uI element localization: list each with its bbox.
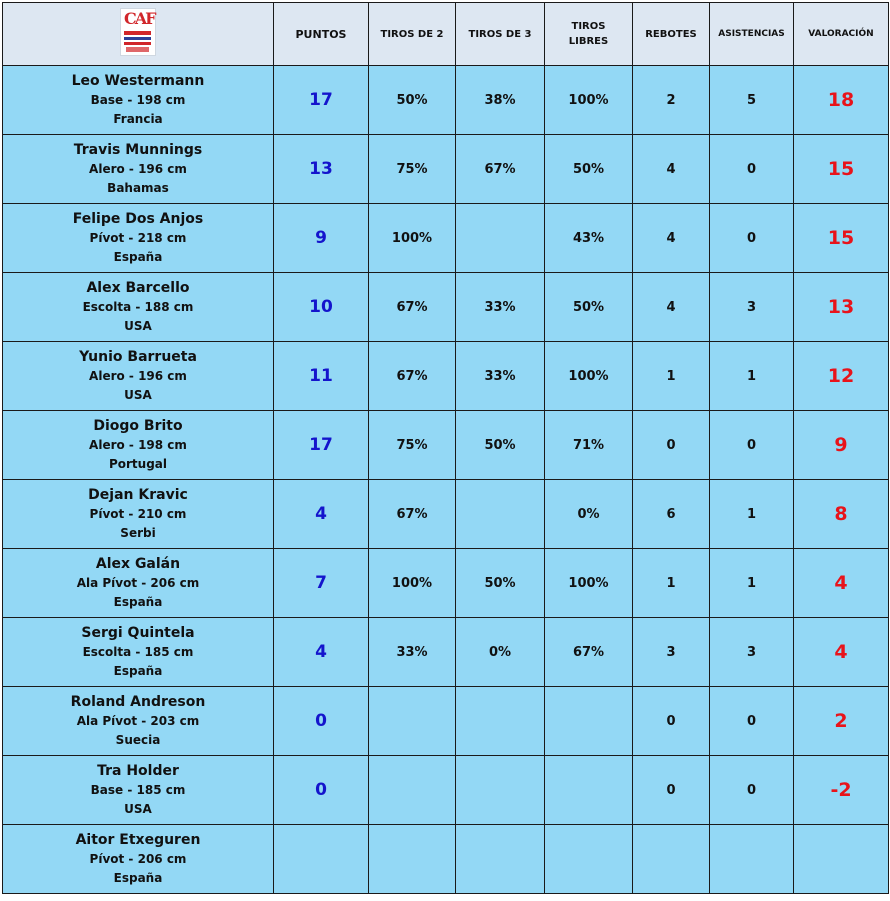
header-asistencias: ASISTENCIAS: [710, 3, 794, 66]
player-country: Serbi: [120, 526, 156, 540]
player-name: Travis Munnings: [73, 142, 203, 158]
points-cell: 17: [274, 66, 369, 135]
table-row: [3, 549, 889, 618]
player-position-height: Pívot - 206 cm: [89, 852, 187, 866]
player-cell: [3, 687, 274, 756]
player-cell: [3, 825, 274, 894]
player-position-height: Alero - 196 cm: [89, 369, 187, 383]
free-throw-pct-cell: 0%: [545, 480, 633, 549]
three-point-pct-cell: [456, 687, 545, 756]
rebounds-cell: 1: [633, 549, 710, 618]
rating-cell: 8: [794, 480, 889, 549]
rebounds-cell: 1: [633, 342, 710, 411]
player-cell: [3, 549, 274, 618]
two-point-pct-cell: 75%: [369, 411, 456, 480]
player-country: Portugal: [108, 457, 168, 471]
three-point-pct-cell: [456, 480, 545, 549]
points-cell: 7: [274, 549, 369, 618]
points-cell: [274, 825, 369, 894]
player-country: Francia: [113, 112, 163, 126]
table-row: [3, 687, 889, 756]
player-country: Bahamas: [107, 181, 169, 195]
rating-cell: 15: [794, 135, 889, 204]
player-position-height: Base - 198 cm: [90, 93, 186, 107]
player-cell: [3, 204, 274, 273]
player-position-height: Alero - 198 cm: [89, 438, 187, 452]
player-cell: [3, 411, 274, 480]
table-row: [3, 273, 889, 342]
assists-cell: 0: [710, 756, 794, 825]
free-throw-pct-cell: [545, 825, 633, 894]
player-country: Suecia: [115, 733, 161, 747]
assists-cell: 3: [710, 273, 794, 342]
assists-cell: 0: [710, 135, 794, 204]
player-cell: [3, 273, 274, 342]
three-point-pct-cell: 0%: [456, 618, 545, 687]
player-country: España: [113, 871, 163, 885]
points-cell: 11: [274, 342, 369, 411]
three-point-pct-cell: 50%: [456, 549, 545, 618]
rating-cell: 12: [794, 342, 889, 411]
player-cell: [3, 480, 274, 549]
player-name: Felipe Dos Anjos: [72, 211, 204, 227]
logo-cell: [3, 3, 274, 66]
player-country: USA: [124, 388, 152, 402]
three-point-pct-cell: 38%: [456, 66, 545, 135]
rebounds-cell: 2: [633, 66, 710, 135]
table-row: [3, 756, 889, 825]
three-point-pct-cell: 33%: [456, 342, 545, 411]
free-throw-pct-cell: 67%: [545, 618, 633, 687]
rating-cell: 13: [794, 273, 889, 342]
header-tiros-de-3: TIROS DE 3: [456, 3, 545, 66]
assists-cell: [710, 825, 794, 894]
player-country: España: [113, 250, 163, 264]
rating-cell: [794, 825, 889, 894]
header-valoracion: VALORACIÓN: [794, 3, 889, 66]
points-cell: 13: [274, 135, 369, 204]
header-tiros-libres-line2: LIBRES: [568, 36, 609, 47]
two-point-pct-cell: 67%: [369, 273, 456, 342]
two-point-pct-cell: [369, 687, 456, 756]
player-country: USA: [124, 319, 152, 333]
player-stats-table: [2, 2, 889, 894]
two-point-pct-cell: [369, 825, 456, 894]
rebounds-cell: 3: [633, 618, 710, 687]
table-row: [3, 66, 889, 135]
header-tiros-libres-line1: TIROS: [571, 21, 606, 32]
rating-cell: 4: [794, 618, 889, 687]
header-rebotes: REBOTES: [633, 3, 710, 66]
player-cell: [3, 342, 274, 411]
header-puntos: PUNTOS: [274, 3, 369, 66]
player-country: España: [113, 595, 163, 609]
player-position-height: Pívot - 218 cm: [89, 231, 187, 245]
two-point-pct-cell: 67%: [369, 480, 456, 549]
player-position-height: Ala Pívot - 203 cm: [76, 714, 200, 728]
player-position-height: Escolta - 185 cm: [82, 645, 194, 659]
points-cell: 4: [274, 618, 369, 687]
player-cell: [3, 756, 274, 825]
rebounds-cell: 0: [633, 411, 710, 480]
points-cell: 9: [274, 204, 369, 273]
rating-cell: 2: [794, 687, 889, 756]
two-point-pct-cell: 75%: [369, 135, 456, 204]
player-name: Diogo Brito: [93, 418, 183, 434]
three-point-pct-cell: [456, 756, 545, 825]
assists-cell: 1: [710, 342, 794, 411]
three-point-pct-cell: [456, 204, 545, 273]
assists-cell: 1: [710, 480, 794, 549]
header-tiros-de-2: TIROS DE 2: [369, 3, 456, 66]
two-point-pct-cell: [369, 756, 456, 825]
rating-cell: 9: [794, 411, 889, 480]
table-row: [3, 618, 889, 687]
player-position-height: Pívot - 210 cm: [89, 507, 187, 521]
points-cell: 0: [274, 756, 369, 825]
player-country: USA: [124, 802, 152, 816]
player-name: Yunio Barrueta: [79, 349, 197, 365]
two-point-pct-cell: 67%: [369, 342, 456, 411]
three-point-pct-cell: 33%: [456, 273, 545, 342]
player-name: Sergi Quintela: [81, 625, 195, 641]
rebounds-cell: 4: [633, 135, 710, 204]
free-throw-pct-cell: [545, 687, 633, 756]
player-position-height: Base - 185 cm: [90, 783, 186, 797]
rebounds-cell: 4: [633, 204, 710, 273]
table-row: [3, 135, 889, 204]
rating-cell: 18: [794, 66, 889, 135]
player-position-height: Escolta - 188 cm: [82, 300, 194, 314]
header-tiros-libres: [545, 3, 633, 66]
assists-cell: 0: [710, 411, 794, 480]
rebounds-cell: 6: [633, 480, 710, 549]
player-name: Roland Andreson: [70, 694, 206, 710]
assists-cell: 0: [710, 204, 794, 273]
three-point-pct-cell: 67%: [456, 135, 545, 204]
rebounds-cell: 4: [633, 273, 710, 342]
player-position-height: Ala Pívot - 206 cm: [76, 576, 200, 590]
rating-cell: 4: [794, 549, 889, 618]
player-name: Alex Barcello: [86, 280, 190, 296]
free-throw-pct-cell: 100%: [545, 549, 633, 618]
points-cell: 4: [274, 480, 369, 549]
rebounds-cell: 0: [633, 687, 710, 756]
table-row: [3, 204, 889, 273]
three-point-pct-cell: [456, 825, 545, 894]
player-country: España: [113, 664, 163, 678]
three-point-pct-cell: 50%: [456, 411, 545, 480]
free-throw-pct-cell: 50%: [545, 273, 633, 342]
table-row: [3, 342, 889, 411]
assists-cell: 0: [710, 687, 794, 756]
two-point-pct-cell: 33%: [369, 618, 456, 687]
player-name: Aitor Etxeguren: [75, 832, 201, 848]
player-name: Tra Holder: [97, 763, 179, 779]
free-throw-pct-cell: [545, 756, 633, 825]
rebounds-cell: 0: [633, 756, 710, 825]
player-name: Alex Galán: [95, 556, 181, 572]
table-row: [3, 411, 889, 480]
player-cell: [3, 66, 274, 135]
player-position-height: Alero - 196 cm: [89, 162, 187, 176]
assists-cell: 1: [710, 549, 794, 618]
free-throw-pct-cell: 50%: [545, 135, 633, 204]
two-point-pct-cell: 100%: [369, 204, 456, 273]
points-cell: 17: [274, 411, 369, 480]
two-point-pct-cell: 100%: [369, 549, 456, 618]
rating-cell: -2: [794, 756, 889, 825]
assists-cell: 5: [710, 66, 794, 135]
player-cell: [3, 618, 274, 687]
rebounds-cell: [633, 825, 710, 894]
header-row: [3, 3, 889, 66]
player-cell: [3, 135, 274, 204]
points-cell: 10: [274, 273, 369, 342]
two-point-pct-cell: 50%: [369, 66, 456, 135]
club-logo-icon: CAF: [120, 8, 156, 56]
free-throw-pct-cell: 100%: [545, 342, 633, 411]
player-name: Leo Westermann: [71, 73, 205, 89]
assists-cell: 3: [710, 618, 794, 687]
rating-cell: 15: [794, 204, 889, 273]
table-row: [3, 825, 889, 894]
points-cell: 0: [274, 687, 369, 756]
free-throw-pct-cell: 43%: [545, 204, 633, 273]
table-row: [3, 480, 889, 549]
player-name: Dejan Kravic: [88, 487, 188, 503]
free-throw-pct-cell: 71%: [545, 411, 633, 480]
free-throw-pct-cell: 100%: [545, 66, 633, 135]
